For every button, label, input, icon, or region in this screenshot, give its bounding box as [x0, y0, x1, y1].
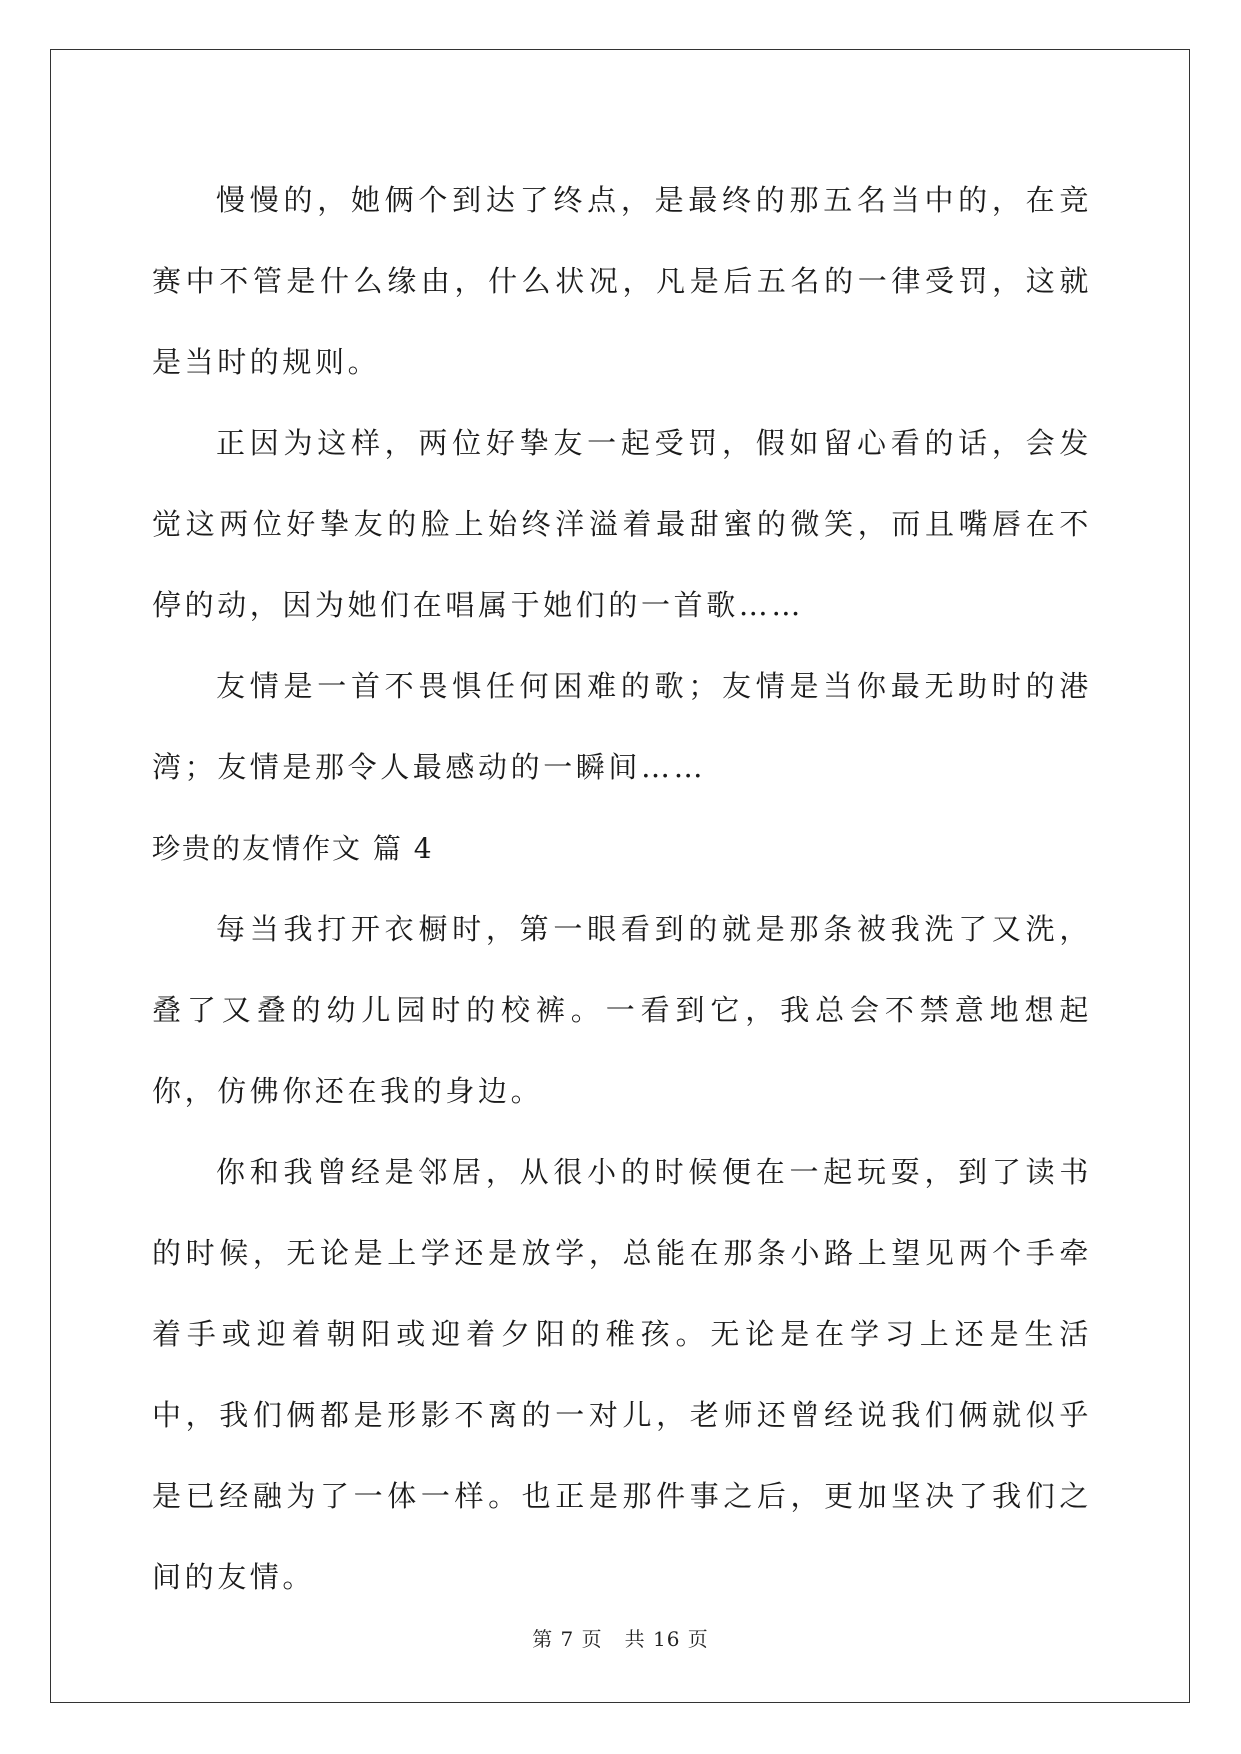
paragraph: 正因为这样，两位好挚友一起受罚，假如留心看的话，会发觉这两位好挚友的脸上始终洋溢着最甜蜜的微笑，而且嘴唇在不停的动，因为她们在唱属于她们的一首歌……: [152, 426, 1092, 622]
paragraph: 你和我曾经是邻居，从很小的时候便在一起玩耍，到了读书的时候，无论是上学还是放学，总能在那条小路上望见两个手牵着手或迎着朝阳或迎着夕阳的稚孩。无论是在学习上还是生活中，我们俩都是形影不离的一对儿，老师还曾经说我们俩就似乎是已经融为了一体一样。也正是那件事之后，更加坚决了我们之间的友情。: [152, 1155, 1092, 1594]
page-total: 共 16 页: [624, 1627, 709, 1651]
document-body: [152, 160, 1092, 1618]
section-heading: 珍贵的友情作文 篇 4: [152, 832, 434, 865]
paragraph: 友情是一首不畏惧任何困难的歌；友情是当你最无助时的港湾；友情是那令人最感动的一瞬间……: [152, 669, 1092, 784]
paragraph: 每当我打开衣橱时，第一眼看到的就是那条被我洗了又洗，叠了又叠的幼儿园时的校裤。一看到它，我总会不禁意地想起你，仿佛你还在我的身边。: [152, 912, 1092, 1108]
page-number: 第 7 页: [532, 1627, 603, 1651]
paragraph: 慢慢的，她俩个到达了终点，是最终的那五名当中的，在竞赛中不管是什么缘由，什么状况，凡是后五名的一律受罚，这就是当时的规则。: [152, 183, 1092, 379]
page-footer: [0, 1623, 1241, 1652]
